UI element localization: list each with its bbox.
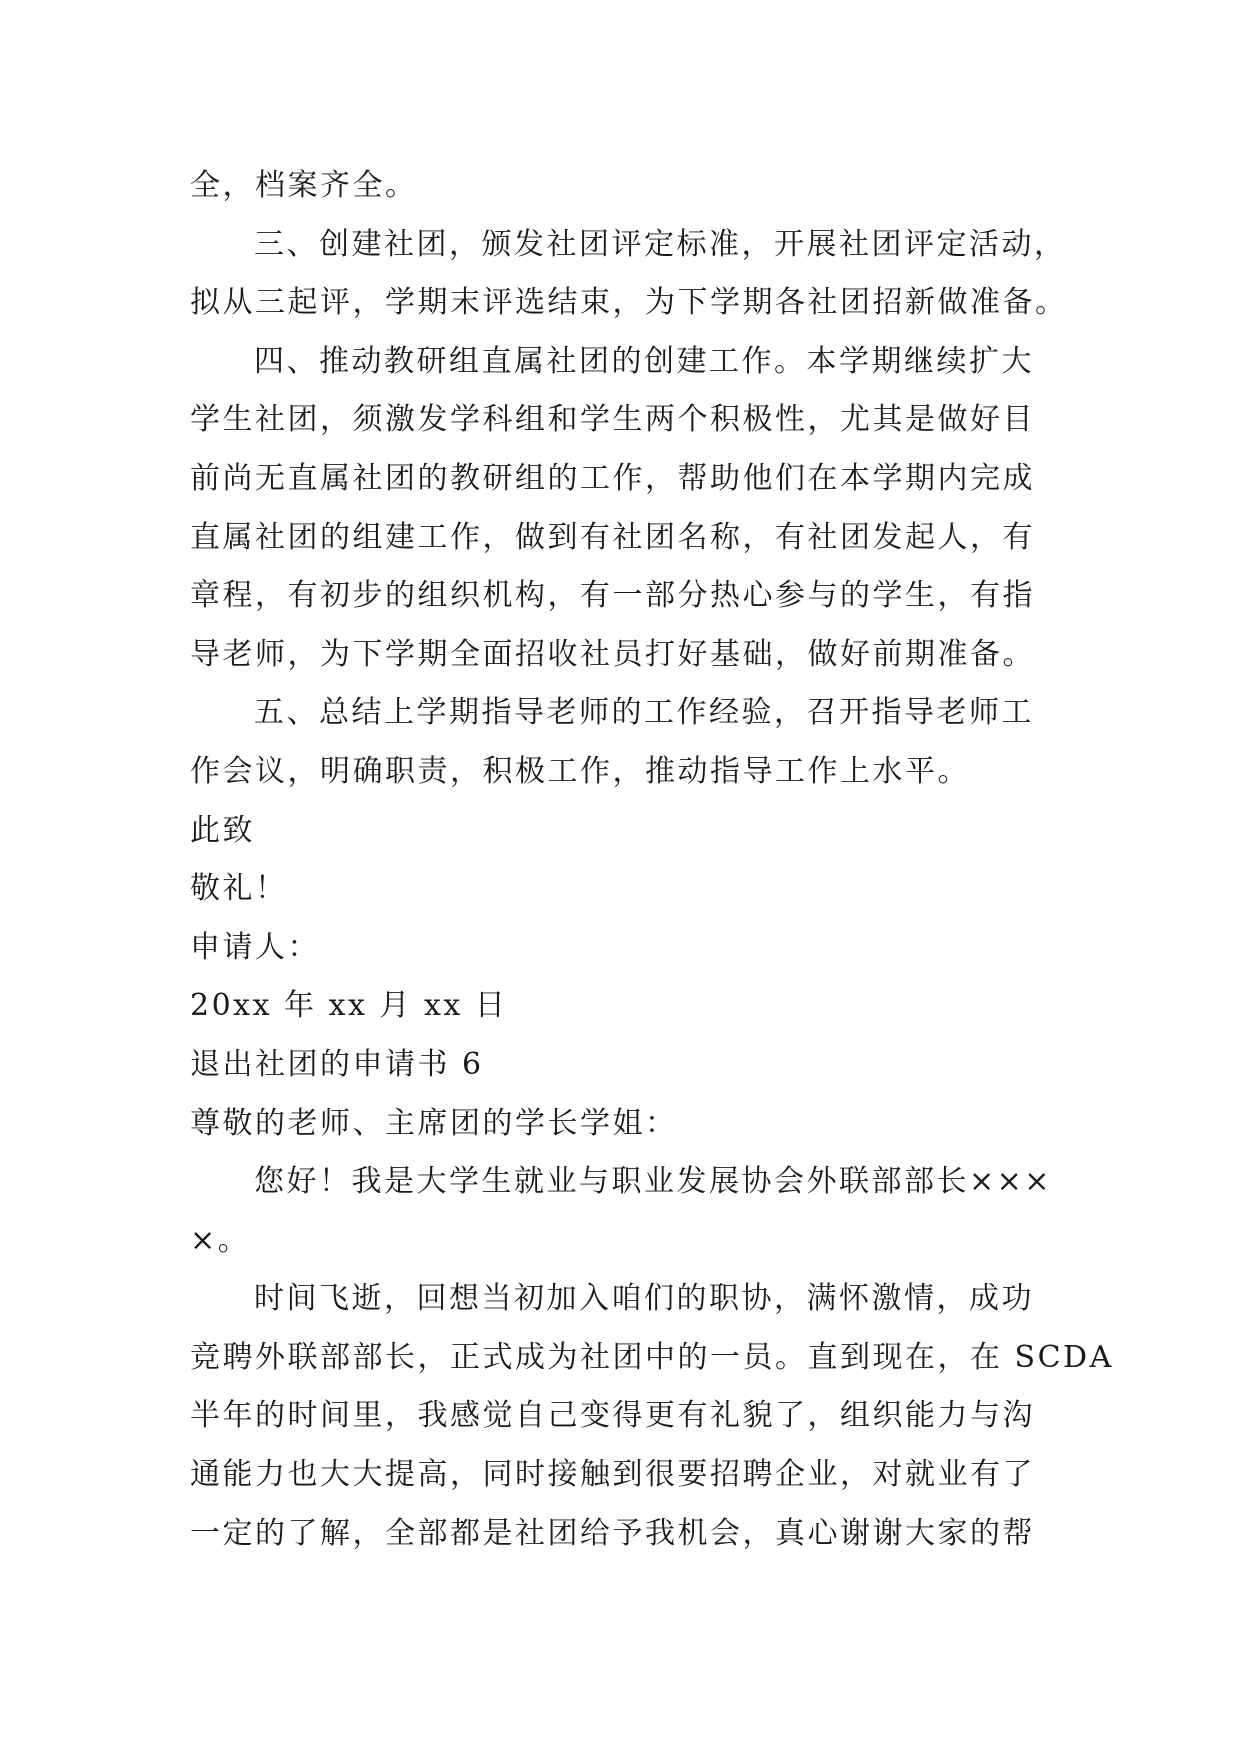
paragraph-line: 您好！我是大学生就业与职业发展协会外联部部长××× <box>254 1164 1052 1200</box>
text-line: 全，档案齐全。 <box>190 168 418 203</box>
text-line: 学生社团，须激发学科组和学生两个积极性，尤其是做好目 <box>190 402 1035 438</box>
text-line: 通能力也大大提高，同时接触到很要招聘企业，对就业有了 <box>190 1457 1035 1493</box>
text-line: 竞聘外联部部长，正式成为社团中的一员。直到现在，在 SCDA <box>190 1339 1114 1375</box>
document-body <box>190 157 1114 1563</box>
paragraph-line: 三、创建社团，颁发社团评定标准，开展社团评定活动， <box>254 226 1067 262</box>
salutation-line: 敬礼！ <box>190 871 288 907</box>
section-title: 退出社团的申请书 6 <box>190 1046 484 1082</box>
text-line: 章程，有初步的组织机构，有一部分热心参与的学生，有指 <box>190 578 1035 614</box>
greeting-line: 尊敬的老师、主席团的学长学姐： <box>190 1105 678 1141</box>
text-line: ×。 <box>190 1222 251 1258</box>
text-line: 半年的时间里，我感觉自己变得更有礼貌了，组织能力与沟 <box>190 1398 1035 1434</box>
text-line: 拟从三起评，学期末评选结束，为下学期各社团招新做准备。 <box>190 285 1068 321</box>
paragraph-line: 时间飞逝，回想当初加入咱们的职协，满怀激情，成功 <box>254 1281 1034 1317</box>
closing-line: 此致 <box>190 812 255 848</box>
applicant-line: 申请人： <box>190 929 320 965</box>
text-line: 直属社团的组建工作，做到有社团名称，有社团发起人，有 <box>190 519 1035 555</box>
text-line: 前尚无直属社团的教研组的工作，帮助他们在本学期内完成 <box>190 460 1035 496</box>
paragraph-line: 五、总结上学期指导老师的工作经验，召开指导老师工 <box>254 695 1034 731</box>
paragraph-line: 四、推动教研组直属社团的创建工作。本学期继续扩大 <box>254 343 1034 379</box>
date-line: 20xx 年 xx 月 xx 日 <box>190 988 508 1024</box>
text-line: 作会议，明确职责，积极工作，推动指导工作上水平。 <box>190 753 970 789</box>
text-line: 导老师，为下学期全面招收社员打好基础，做好前期准备。 <box>190 636 1035 672</box>
text-line: 一定的了解，全部都是社团给予我机会，真心谢谢大家的帮 <box>190 1515 1035 1551</box>
